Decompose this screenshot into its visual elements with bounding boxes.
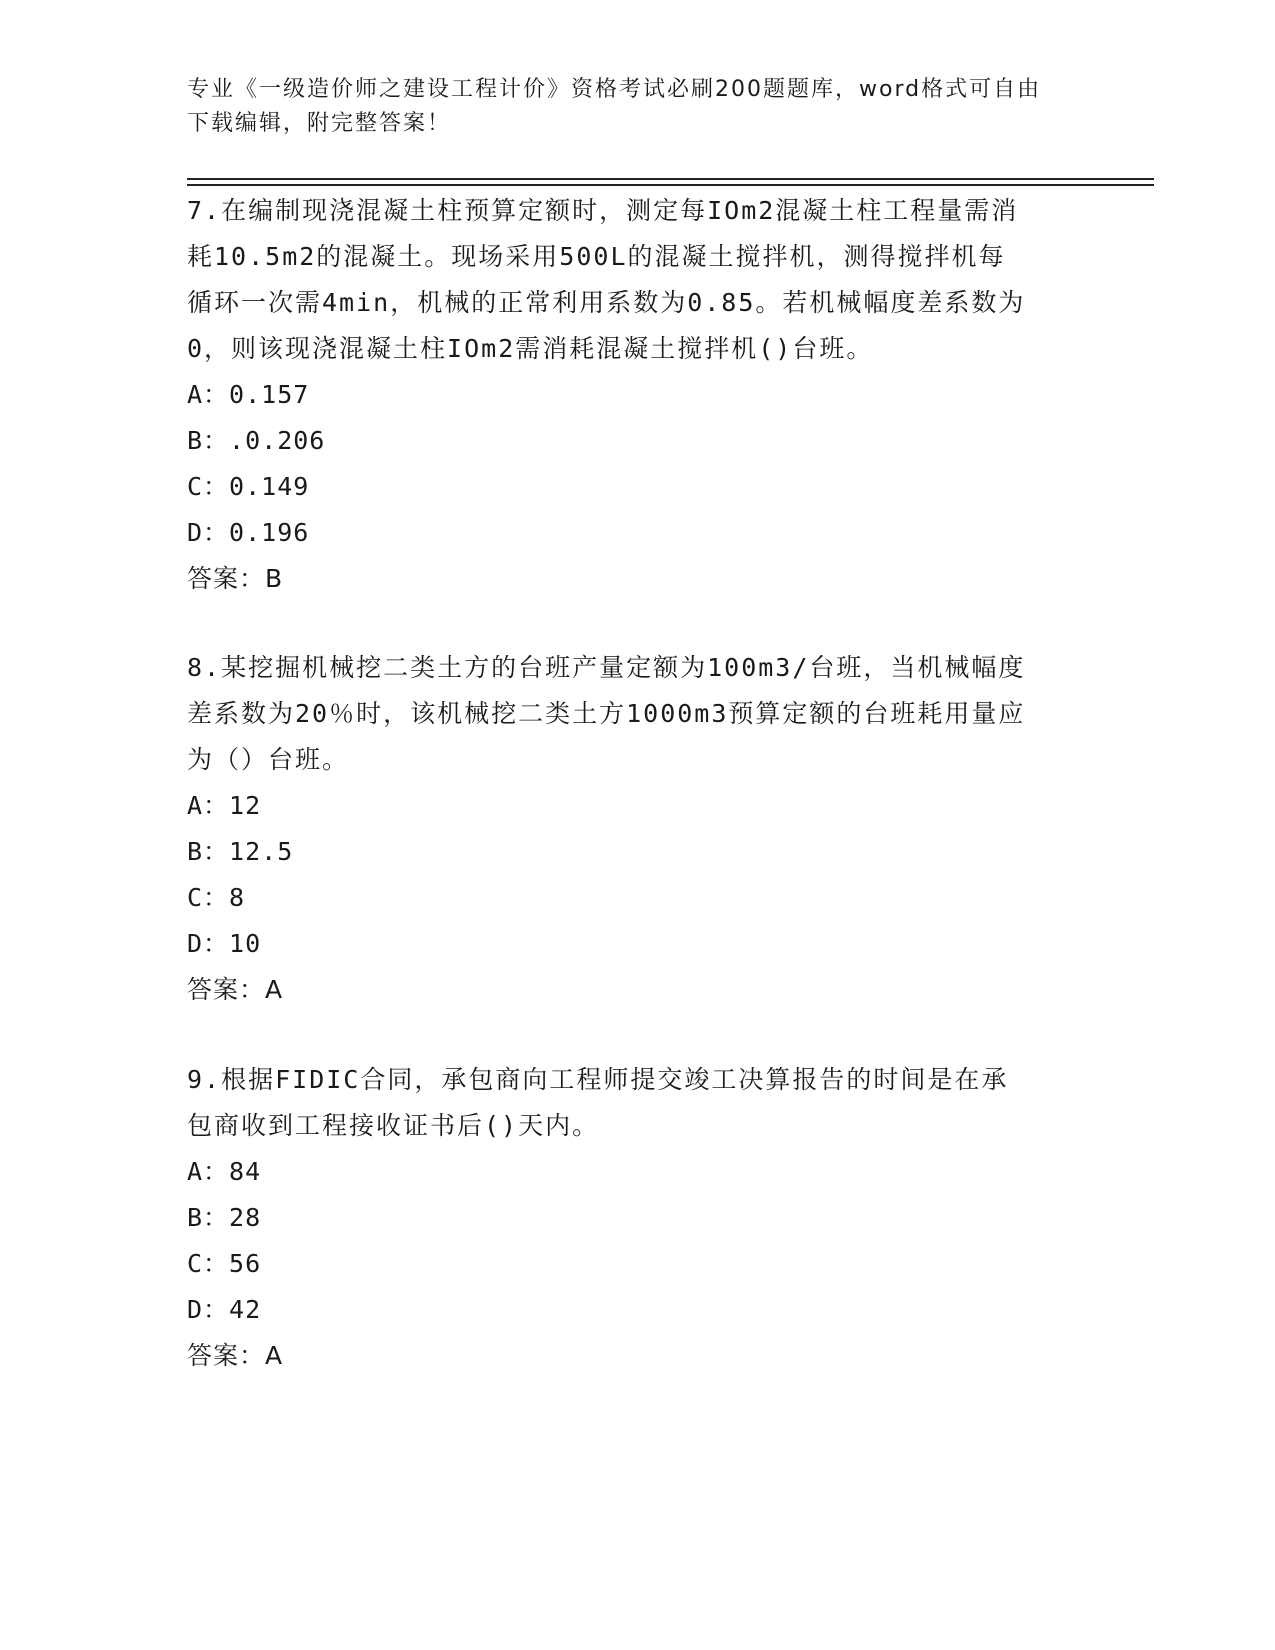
option-b: B：.0.206 [187, 426, 326, 455]
option-a: A：84 [187, 1157, 262, 1186]
option-c: C：0.149 [187, 472, 310, 501]
option-c: C：56 [187, 1249, 262, 1278]
question-stem-line: 7.在编制现浇混凝土柱预算定额时，测定每IOm2混凝土柱工程量需消 [187, 196, 1019, 225]
question-stem-line: 9.根据FIDIC合同，承包商向工程师提交竣工决算报告的时间是在承 [187, 1065, 1009, 1094]
question-stem-line: 为（）台班。 [187, 745, 350, 774]
option-a: A：12 [187, 791, 262, 820]
header-divider-bottom [187, 184, 1154, 186]
question-stem-line: 耗10.5m2的混凝土。现场采用500L的混凝土搅拌机，测得搅拌机每 [187, 242, 1006, 271]
answer-line: 答案：B [187, 564, 284, 593]
answer-line: 答案：A [187, 975, 284, 1004]
question-stem-line: 包商收到工程接收证书后()天内。 [187, 1111, 600, 1140]
document-header [187, 73, 1087, 141]
option-d: D：42 [187, 1295, 262, 1324]
option-b: B：28 [187, 1203, 262, 1232]
question-stem-line: 差系数为20％时，该机械挖二类土方1000m3预算定额的台班耗用量应 [187, 699, 1026, 728]
header-divider-top [187, 178, 1154, 180]
header-line-2: 下载编辑，附完整答案！ [187, 111, 452, 136]
option-b: B：12.5 [187, 837, 294, 866]
question-stem-line: 0，则该现浇混凝土柱IOm2需消耗混凝土搅拌机()台班。 [187, 334, 874, 363]
question-8 [187, 645, 1097, 1013]
option-d: D：10 [187, 929, 262, 958]
question-stem-line: 循环一次需4min，机械的正常利用系数为0.85。若机械幅度差系数为 [187, 288, 1026, 317]
option-c: C：8 [187, 883, 246, 912]
answer-line: 答案：A [187, 1341, 284, 1370]
question-9 [187, 1057, 1097, 1379]
header-line-1: 专业《一级造价师之建设工程计价》资格考试必刷200题题库，word格式可自由 [187, 77, 1042, 102]
option-d: D：0.196 [187, 518, 310, 547]
question-stem-line: 8.某挖掘机械挖二类土方的台班产量定额为100m3/台班，当机械幅度 [187, 653, 1026, 682]
option-a: A：0.157 [187, 380, 310, 409]
question-7 [187, 188, 1097, 602]
